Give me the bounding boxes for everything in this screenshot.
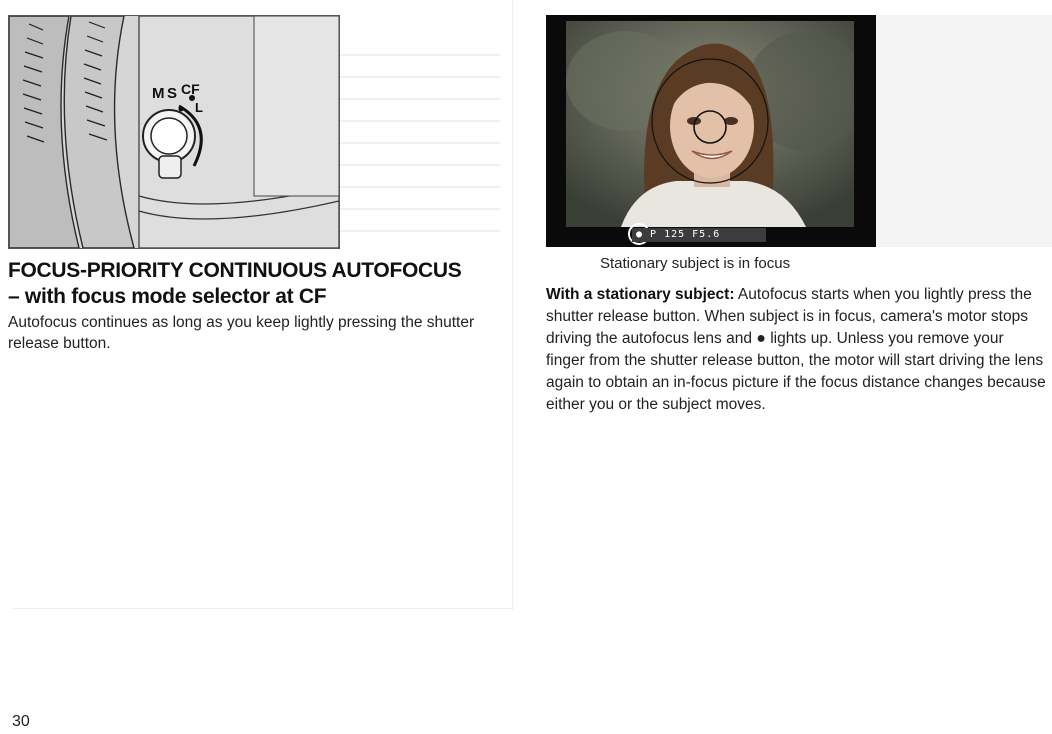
dial-label-cf: CF [181, 81, 200, 97]
paragraph-text-2: lights up. Unless you remove your finger from the shutter release button, the motor will start driving the lens again to obtain an in-focus picture if the focus distance changes because either you or the subject moves. [546, 330, 1046, 413]
in-focus-dot-icon: ● [756, 330, 766, 347]
viewfinder-readout: ● P 125 F5.6 [632, 228, 766, 242]
lead-in-bold: With a stationary subject: [546, 286, 735, 303]
bleed-through-photo [876, 15, 1052, 247]
viewfinder-photo [546, 15, 876, 247]
page-number: 30 [12, 713, 30, 730]
page-edge-line [12, 608, 512, 609]
bleed-through-text [330, 40, 500, 250]
page-edge-line [512, 0, 513, 610]
intro-paragraph: Autofocus continues as long as you keep lightly pressing the shutter release button. [8, 314, 475, 352]
photo-caption: Stationary subject is in focus [600, 255, 791, 272]
heading-line-2: – with focus mode selector at CF [8, 285, 327, 308]
dial-label-s: S [167, 85, 178, 102]
paragraph-text-1: Autofocus starts when you lightly press the shutter release button. When subject is in focus, camera's motor stops driving the autofocus lens and [546, 286, 1032, 347]
heading-line-1: FOCUS-PRIORITY CONTINUOUS AUTOFOCUS [8, 259, 462, 282]
dial-label-m: M [152, 85, 165, 102]
portrait-image [566, 21, 854, 227]
lock-label: L [195, 100, 203, 115]
focus-mode-selector-illustration [8, 15, 340, 249]
section-heading [8, 258, 461, 310]
stationary-subject-paragraph [546, 284, 1046, 416]
